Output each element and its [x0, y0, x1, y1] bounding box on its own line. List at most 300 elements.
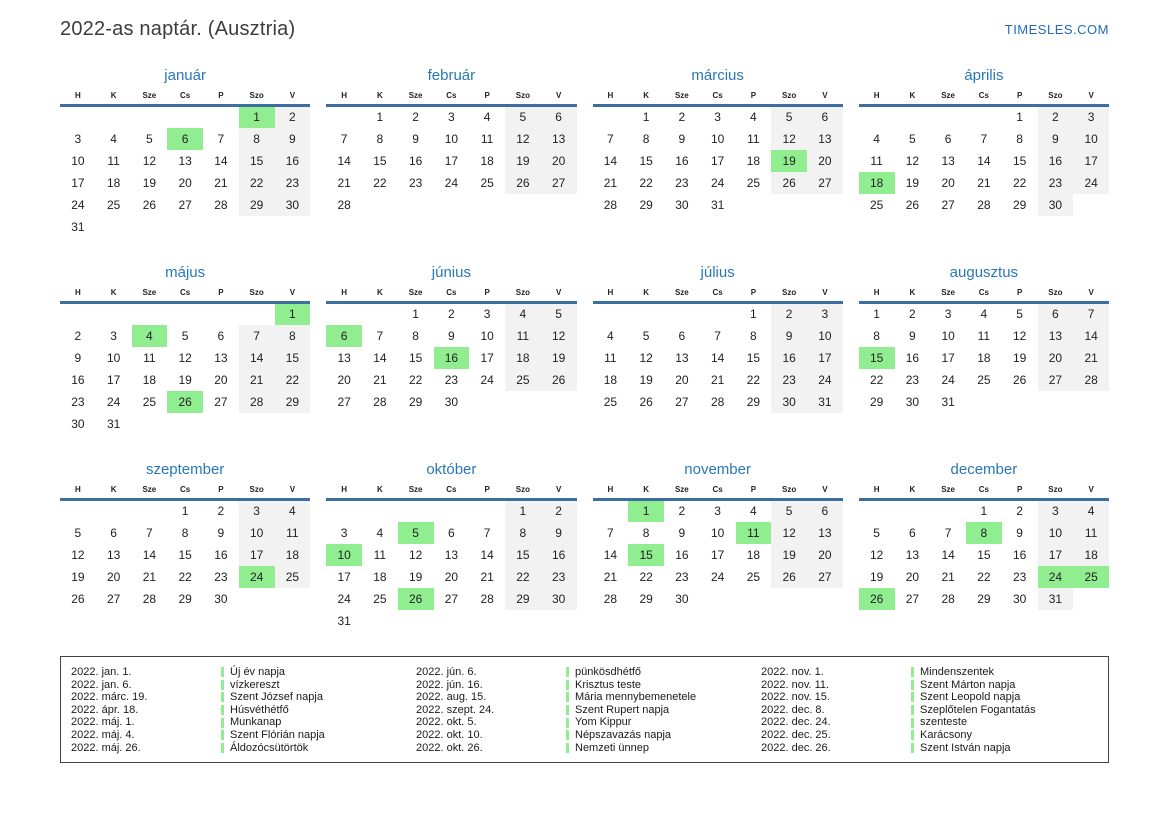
day-cell: 28 — [710, 394, 725, 409]
day-cell: 7 — [607, 131, 614, 146]
day-cell: 5 — [873, 525, 880, 540]
empty-cell — [1038, 391, 1074, 413]
day-cell: 19 — [771, 150, 807, 172]
empty-cell — [930, 106, 966, 128]
day-cell: 20 — [178, 175, 192, 190]
empty-cell — [96, 216, 132, 238]
week-row — [593, 391, 843, 413]
day-cell: 18 — [480, 153, 494, 168]
day-cell: 18 — [746, 547, 761, 562]
day-cell: 13 — [905, 547, 920, 562]
day-cell: 22 — [639, 175, 653, 190]
day-cell: 30 — [275, 194, 311, 216]
day-cell: 24 — [710, 569, 725, 584]
legend-holiday-name: Krisztus teste — [566, 679, 761, 692]
weekday-header: H — [593, 485, 629, 500]
day-cell: 22 — [408, 372, 423, 387]
day-cell: 23 — [541, 566, 577, 588]
weekday-header: K — [96, 485, 132, 500]
day-cell: 10 — [444, 131, 459, 146]
empty-cell — [362, 194, 398, 216]
day-cell: 11 — [1073, 522, 1109, 544]
week-row — [593, 106, 843, 128]
day-cell: 9 — [678, 131, 686, 146]
day-cell: 13 — [541, 128, 577, 150]
day-cell: 8 — [966, 522, 1002, 544]
weekday-header: V — [807, 91, 843, 106]
weekday-header: Szo — [505, 485, 541, 500]
weekday-header: P — [469, 288, 505, 303]
day-cell: 17 — [1038, 544, 1074, 566]
week-row — [326, 544, 576, 566]
day-cell: 4 — [376, 525, 384, 540]
day-cell: 18 — [746, 153, 761, 168]
day-cell: 24 — [807, 369, 843, 391]
day-cell: 6 — [448, 525, 455, 540]
weekday-header-row — [60, 91, 310, 106]
day-cell: 19 — [869, 569, 884, 584]
week-row — [326, 610, 576, 632]
day-cell: 24 — [239, 566, 275, 588]
weekday-header: V — [807, 485, 843, 500]
day-cell: 12 — [905, 153, 920, 168]
weekday-header: H — [593, 91, 629, 106]
holiday-marker-icon — [911, 667, 914, 677]
day-cell: 5 — [541, 303, 577, 325]
weekday-header: Cs — [434, 91, 470, 106]
month-11 — [593, 461, 843, 646]
day-cell: 13 — [807, 522, 843, 544]
day-cell: 26 — [505, 172, 541, 194]
week-row — [60, 544, 310, 566]
day-cell: 18 — [106, 175, 121, 190]
day-cell: 30 — [771, 391, 807, 413]
day-cell: 10 — [941, 328, 955, 343]
weekday-header-row — [326, 288, 576, 303]
empty-cell — [132, 413, 168, 435]
weekday-header: K — [628, 288, 664, 303]
empty-cell — [203, 413, 239, 435]
empty-cell — [398, 610, 434, 632]
day-cell: 27 — [214, 394, 228, 409]
legend-date: 2022. máj. 4. — [71, 728, 135, 741]
week-row — [593, 566, 843, 588]
day-cell: 10 — [1073, 128, 1109, 150]
day-cell: 17 — [71, 175, 85, 190]
day-cell: 25 — [1073, 566, 1109, 588]
weekday-header: P — [469, 485, 505, 500]
empty-cell — [736, 588, 772, 610]
day-cell: 25 — [275, 566, 311, 588]
day-cell: 10 — [710, 525, 725, 540]
weekday-header: Cs — [434, 288, 470, 303]
day-cell: 6 — [217, 328, 225, 343]
empty-cell — [362, 610, 398, 632]
day-cell: 11 — [870, 153, 883, 168]
empty-cell — [505, 610, 541, 632]
empty-cell — [167, 303, 203, 325]
legend-holiday-name: Szeplőtelen Fogantatás — [911, 704, 1106, 717]
legend-date: 2022. máj. 1. — [71, 716, 135, 729]
day-cell: 22 — [1012, 175, 1027, 190]
empty-cell — [541, 391, 577, 413]
day-cell: 9 — [412, 131, 419, 146]
day-cell: 21 — [142, 569, 157, 584]
weekday-header-row — [859, 91, 1109, 106]
day-cell: 31 — [337, 613, 351, 628]
month-6 — [326, 264, 576, 449]
day-cell: 2 — [909, 307, 916, 322]
holiday-marker-icon — [221, 705, 224, 715]
day-cell: 28 — [603, 591, 618, 606]
day-cell: 7 — [607, 525, 614, 540]
day-cell: 28 — [603, 197, 618, 212]
legend-holiday-name: vízkereszt — [221, 679, 416, 692]
legend-holiday-name: pünkösdhétfő — [566, 666, 761, 679]
day-cell: 4 — [1073, 500, 1109, 522]
holiday-marker-icon — [566, 667, 569, 677]
day-cell: 20 — [541, 150, 577, 172]
empty-cell — [239, 303, 275, 325]
brand-link[interactable]: TIMESLES.COM — [1004, 22, 1109, 37]
day-cell: 3 — [340, 525, 348, 540]
empty-cell — [593, 106, 629, 128]
weekday-header: V — [541, 288, 577, 303]
holiday-marker-icon — [911, 718, 914, 728]
week-row — [326, 369, 576, 391]
weekday-header: H — [60, 91, 96, 106]
week-row — [326, 391, 576, 413]
month-grid — [593, 485, 843, 610]
day-cell: 14 — [710, 350, 725, 365]
day-cell: 2 — [678, 504, 686, 519]
weekday-header: P — [1002, 288, 1038, 303]
months-grid — [60, 67, 1109, 646]
day-cell: 27 — [675, 394, 689, 409]
day-cell: 16 — [434, 347, 470, 369]
day-cell: 17 — [480, 350, 494, 365]
week-row — [593, 588, 843, 610]
weekday-header: K — [362, 288, 398, 303]
empty-cell — [593, 303, 629, 325]
month-title: augusztus — [949, 264, 1019, 281]
day-cell: 13 — [807, 128, 843, 150]
empty-cell — [469, 610, 505, 632]
day-cell: 21 — [603, 175, 618, 190]
day-cell: 23 — [905, 372, 920, 387]
day-cell: 10 — [106, 350, 121, 365]
weekday-header: K — [628, 485, 664, 500]
day-cell: 25 — [142, 394, 157, 409]
empty-cell — [275, 216, 311, 238]
day-cell: 27 — [541, 172, 577, 194]
weekday-header: P — [469, 91, 505, 106]
day-cell: 26 — [142, 197, 157, 212]
day-cell: 4 — [980, 307, 988, 322]
day-cell: 2 — [1016, 504, 1023, 519]
legend-group-2 — [416, 666, 761, 754]
empty-cell — [167, 216, 203, 238]
day-cell: 13 — [214, 350, 228, 365]
weekday-header: Sze — [132, 91, 168, 106]
day-cell: 9 — [771, 325, 807, 347]
day-cell: 20 — [1038, 347, 1074, 369]
week-row — [593, 303, 843, 325]
day-cell: 30 — [541, 588, 577, 610]
day-cell: 9 — [541, 522, 577, 544]
day-cell: 24 — [444, 175, 459, 190]
day-cell: 9 — [909, 328, 916, 343]
legend-date: 2022. jan. 1. — [71, 666, 132, 678]
day-cell: 19 — [771, 544, 807, 566]
week-row — [326, 347, 576, 369]
day-cell: 28 — [142, 591, 157, 606]
weekday-header: Sze — [664, 288, 700, 303]
month-4 — [859, 67, 1109, 252]
day-cell: 6 — [541, 106, 577, 128]
day-cell: 22 — [505, 566, 541, 588]
day-cell: 17 — [941, 350, 955, 365]
week-row — [60, 347, 310, 369]
day-cell: 1 — [873, 307, 880, 322]
week-row — [593, 500, 843, 522]
month-9 — [60, 461, 310, 646]
legend-date: 2022. szept. 24. — [416, 703, 495, 716]
month-title: május — [165, 264, 206, 281]
empty-cell — [203, 216, 239, 238]
day-cell: 14 — [603, 153, 618, 168]
day-cell: 29 — [239, 194, 275, 216]
weekday-header: H — [326, 91, 362, 106]
day-cell: 11 — [747, 131, 760, 146]
day-cell: 2 — [412, 110, 419, 125]
empty-cell — [398, 500, 434, 522]
day-cell: 17 — [710, 153, 725, 168]
month-2 — [326, 67, 576, 252]
day-cell: 15 — [275, 347, 311, 369]
day-cell: 19 — [505, 150, 541, 172]
day-cell: 31 — [941, 394, 955, 409]
day-cell: 3 — [944, 307, 952, 322]
day-cell: 4 — [275, 500, 311, 522]
day-cell: 5 — [642, 328, 650, 343]
day-cell: 9 — [678, 525, 686, 540]
legend-date: 2022. aug. 15. — [416, 691, 487, 704]
week-row — [593, 194, 843, 216]
day-cell: 20 — [807, 150, 843, 172]
day-cell: 16 — [408, 153, 423, 168]
day-cell: 25 — [480, 175, 494, 190]
day-cell: 12 — [71, 547, 85, 562]
day-cell: 19 — [1012, 350, 1027, 365]
day-cell: 4 — [607, 328, 614, 343]
empty-cell — [96, 500, 132, 522]
day-cell: 30 — [905, 394, 920, 409]
day-cell: 13 — [178, 153, 192, 168]
day-cell: 10 — [480, 328, 494, 343]
day-cell: 19 — [905, 175, 920, 190]
holiday-marker-icon — [911, 680, 914, 690]
month-grid — [60, 91, 310, 238]
day-cell: 23 — [444, 372, 459, 387]
legend-holiday-name: Munkanap — [221, 716, 416, 729]
weekday-header: K — [895, 485, 931, 500]
day-cell: 20 — [444, 569, 459, 584]
week-row — [859, 106, 1109, 128]
day-cell: 21 — [1073, 347, 1109, 369]
day-cell: 15 — [977, 547, 991, 562]
legend-holiday-name: Szent István napja — [911, 742, 1106, 755]
week-row — [60, 325, 310, 347]
week-row — [326, 128, 576, 150]
day-cell: 10 — [807, 325, 843, 347]
day-cell: 26 — [905, 197, 920, 212]
day-cell: 18 — [859, 172, 895, 194]
empty-cell — [60, 303, 96, 325]
day-cell: 10 — [239, 522, 275, 544]
month-10 — [326, 461, 576, 646]
holiday-marker-icon — [911, 730, 914, 740]
week-row — [859, 566, 1109, 588]
week-row — [60, 522, 310, 544]
day-cell: 12 — [505, 128, 541, 150]
month-grid — [593, 91, 843, 216]
day-cell: 1 — [181, 504, 189, 519]
legend-holiday-name: Áldozócsütörtök — [221, 742, 416, 755]
day-cell: 8 — [412, 328, 419, 343]
day-cell: 23 — [214, 569, 228, 584]
day-cell: 1 — [412, 307, 419, 322]
weekday-header-row — [60, 485, 310, 500]
weekday-header: P — [736, 485, 772, 500]
day-cell: 22 — [178, 569, 192, 584]
empty-cell — [469, 194, 505, 216]
empty-cell — [807, 194, 843, 216]
weekday-header: K — [895, 91, 931, 106]
week-row — [326, 172, 576, 194]
month-8 — [859, 264, 1109, 449]
day-cell: 23 — [675, 175, 689, 190]
day-cell: 21 — [214, 175, 228, 190]
empty-cell — [275, 588, 311, 610]
day-cell: 8 — [239, 128, 275, 150]
weekday-header: Cs — [700, 485, 736, 500]
weekday-header: H — [326, 485, 362, 500]
weekday-header: Sze — [664, 485, 700, 500]
week-row — [593, 544, 843, 566]
day-cell: 15 — [373, 153, 387, 168]
day-cell: 20 — [214, 372, 228, 387]
day-cell: 31 — [106, 416, 121, 431]
day-cell: 4 — [750, 110, 757, 125]
day-cell: 15 — [408, 350, 423, 365]
legend-group-3 — [761, 666, 1106, 754]
legend-date: 2022. nov. 1. — [761, 666, 824, 678]
day-cell: 12 — [178, 350, 192, 365]
day-cell: 2 — [541, 500, 577, 522]
day-cell: 18 — [1073, 544, 1109, 566]
day-cell: 23 — [408, 175, 423, 190]
day-cell: 29 — [639, 197, 653, 212]
day-cell: 14 — [941, 547, 955, 562]
month-title: március — [691, 67, 744, 84]
day-cell: 17 — [239, 544, 275, 566]
legend-holiday-name: Nemzeti ünnep — [566, 742, 761, 755]
legend-date: 2022. jún. 16. — [416, 678, 483, 691]
day-cell: 30 — [1012, 591, 1027, 606]
day-cell: 28 — [239, 391, 275, 413]
day-cell: 27 — [807, 172, 843, 194]
day-cell: 24 — [1073, 172, 1109, 194]
legend-holiday-name: szenteste — [911, 716, 1106, 729]
empty-cell — [859, 500, 895, 522]
day-cell: 28 — [214, 197, 228, 212]
day-cell: 10 — [710, 131, 725, 146]
empty-cell — [239, 588, 275, 610]
month-title: június — [431, 264, 471, 281]
empty-cell — [895, 106, 931, 128]
day-cell: 8 — [873, 328, 880, 343]
empty-cell — [239, 413, 275, 435]
empty-cell — [167, 106, 203, 128]
day-cell: 28 — [1073, 369, 1109, 391]
day-cell: 12 — [541, 325, 577, 347]
legend-date: 2022. jan. 6. — [71, 678, 132, 691]
day-cell: 7 — [1073, 303, 1109, 325]
day-cell: 6 — [807, 106, 843, 128]
day-cell: 27 — [807, 566, 843, 588]
day-cell: 6 — [326, 325, 362, 347]
day-cell: 14 — [977, 153, 991, 168]
legend-date: 2022. nov. 11. — [761, 678, 830, 691]
legend-group-1 — [71, 666, 416, 754]
day-cell: 21 — [337, 175, 351, 190]
day-cell: 9 — [448, 328, 455, 343]
day-cell: 7 — [376, 328, 384, 343]
weekday-header: Szo — [239, 91, 275, 106]
week-row — [326, 588, 576, 610]
empty-cell — [60, 500, 96, 522]
day-cell: 24 — [941, 372, 955, 387]
empty-cell — [434, 194, 470, 216]
day-cell: 22 — [869, 372, 884, 387]
weekday-header: Cs — [700, 288, 736, 303]
day-cell: 3 — [74, 131, 82, 146]
day-cell: 5 — [771, 500, 807, 522]
weekday-header: P — [736, 91, 772, 106]
weekday-header: P — [1002, 91, 1038, 106]
week-row — [859, 544, 1109, 566]
day-cell: 3 — [483, 307, 491, 322]
day-cell: 17 — [807, 347, 843, 369]
holiday-marker-icon — [566, 730, 569, 740]
day-cell: 11 — [480, 131, 494, 146]
legend-holiday-name: Yom Kippur — [566, 716, 761, 729]
legend-date: 2022. okt. 10. — [416, 728, 483, 741]
day-cell: 4 — [132, 325, 168, 347]
weekday-header: Szo — [771, 485, 807, 500]
day-cell: 7 — [146, 525, 153, 540]
day-cell: 15 — [178, 547, 192, 562]
day-cell: 14 — [142, 547, 157, 562]
weekday-header: Cs — [966, 288, 1002, 303]
day-cell: 1 — [628, 500, 664, 522]
day-cell: 3 — [714, 110, 721, 125]
weekday-header: Sze — [398, 288, 434, 303]
weekday-header: Cs — [167, 288, 203, 303]
legend-date: 2022. okt. 26. — [416, 741, 483, 754]
day-cell: 23 — [1012, 569, 1027, 584]
